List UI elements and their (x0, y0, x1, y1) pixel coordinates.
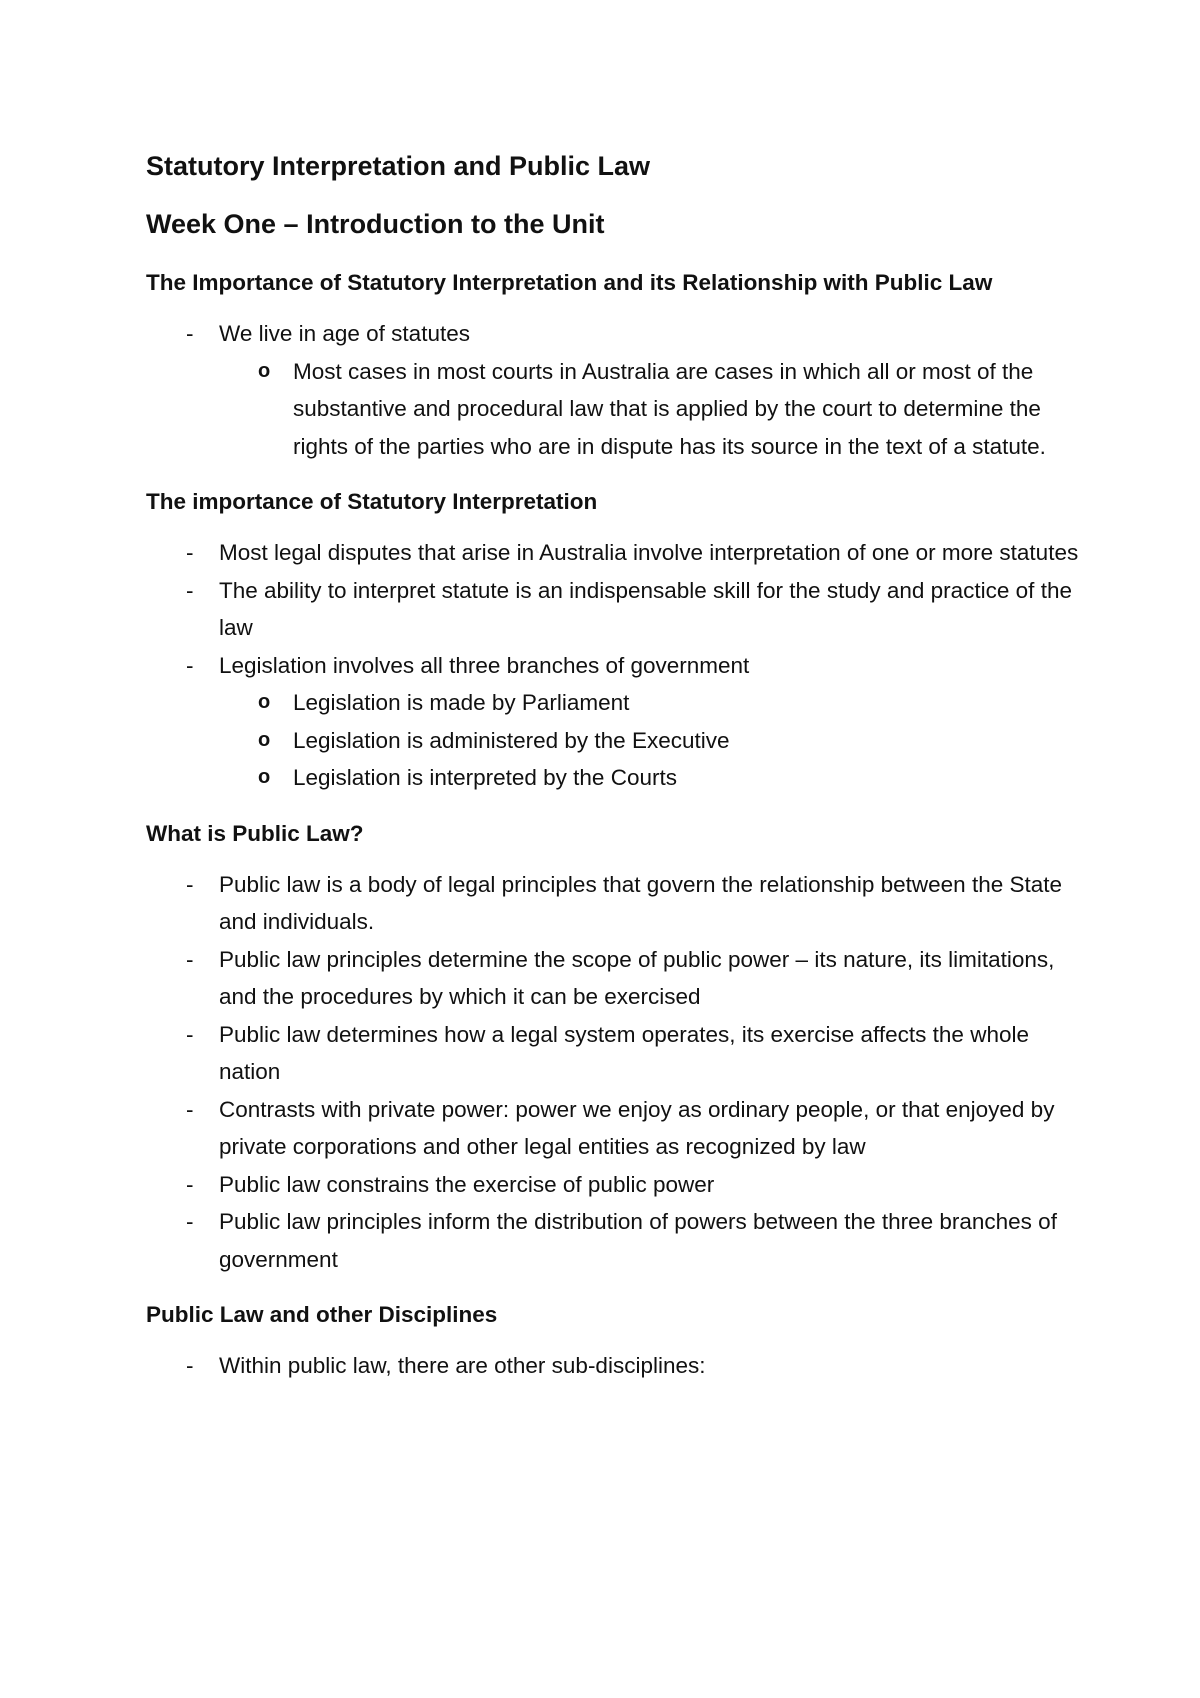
list-item (146, 941, 1086, 1016)
list-item-text: Legislation is administered by the Executive (293, 727, 730, 753)
document-title: Statutory Interpretation and Public Law (146, 151, 651, 181)
list-item (146, 1091, 1086, 1166)
sub-list-item (146, 759, 1086, 797)
list-item-text: Legislation is made by Parliament (293, 690, 630, 715)
section-heading-disciplines: Public Law and other Disciplines (146, 1302, 498, 1327)
list-item-text: The ability to interpret statute is an indispensable skill for the study and practice of the law (219, 577, 1072, 640)
section-heading-public-law: What is Public Law? (146, 820, 364, 846)
circle-bullet: o (258, 691, 271, 713)
list-item-text: Legislation is interpreted by the Courts (293, 765, 677, 790)
dash-bullet: - (186, 1096, 194, 1122)
list-item-text: Contrasts with private power: power we enjoy as ordinary people, or that enjoyed by private corporations and other legal entities as recognized by law (219, 1096, 1055, 1159)
list-item-text: We live in age of statutes (219, 321, 470, 346)
circle-bullet: o (258, 728, 271, 751)
list-item-text: Most legal disputes that arise in Australia involve interpretation of one or more statutes (219, 540, 1079, 565)
sub-list-item (146, 353, 1086, 466)
week-heading: Week One – Introduction to the Unit (146, 209, 605, 239)
dash-bullet: - (186, 540, 194, 565)
list-item-text: Public law is a body of legal principles that govern the relationship between the State and individuals. (219, 871, 1063, 934)
section-heading-importance: The importance of Statutory Interpretation (146, 489, 598, 514)
dash-bullet: - (186, 1209, 194, 1234)
circle-bullet: o (258, 766, 271, 788)
list-item (146, 647, 1086, 685)
list-item-text: Public law principles determine the scope of public power – its nature, its limitations, and the procedures by which it can be exercised (219, 946, 1055, 1009)
dash-bullet: - (186, 577, 194, 603)
list-item-text: Public law principles inform the distribution of powers between the three branches of government (219, 1209, 1057, 1272)
dash-bullet: - (186, 946, 194, 972)
dash-bullet: - (186, 1021, 194, 1047)
list-item (146, 315, 1086, 353)
list-item-text: Most cases in most courts in Australia are cases in which all or most of the substantive and procedural law that is applied by the court to determine the rights of the parties who are in dispute has its source in the text of a statute. (293, 358, 1046, 459)
dash-bullet: - (186, 871, 194, 897)
list-item (146, 1016, 1086, 1091)
list-item-text: Public law determines how a legal system operates, its exercise affects the whole nation (219, 1021, 1029, 1084)
list-item (146, 866, 1086, 941)
document-page (146, 148, 1086, 1385)
dash-bullet: - (186, 1353, 194, 1378)
list-item-text: Legislation involves all three branches of government (219, 652, 750, 678)
list-item (146, 534, 1086, 572)
list-item (146, 572, 1086, 647)
list-item (146, 1203, 1086, 1278)
dash-bullet: - (186, 652, 194, 678)
dash-bullet: - (186, 321, 194, 346)
bullet-list (146, 1347, 1086, 1385)
sub-list-item (146, 722, 1086, 760)
section-heading-importance-relationship: The Importance of Statutory Interpretation and its Relationship with Public Law (146, 270, 993, 295)
list-item-text: Public law constrains the exercise of public power (219, 1171, 715, 1197)
circle-bullet: o (258, 359, 271, 382)
sub-list-item (146, 684, 1086, 722)
bullet-list (146, 534, 1086, 797)
bullet-list (146, 866, 1086, 1279)
list-item-text: Within public law, there are other sub-disciplines: (219, 1353, 706, 1378)
list-item (146, 1166, 1086, 1204)
dash-bullet: - (186, 1171, 194, 1197)
bullet-list (146, 315, 1086, 465)
list-item (146, 1347, 1086, 1385)
